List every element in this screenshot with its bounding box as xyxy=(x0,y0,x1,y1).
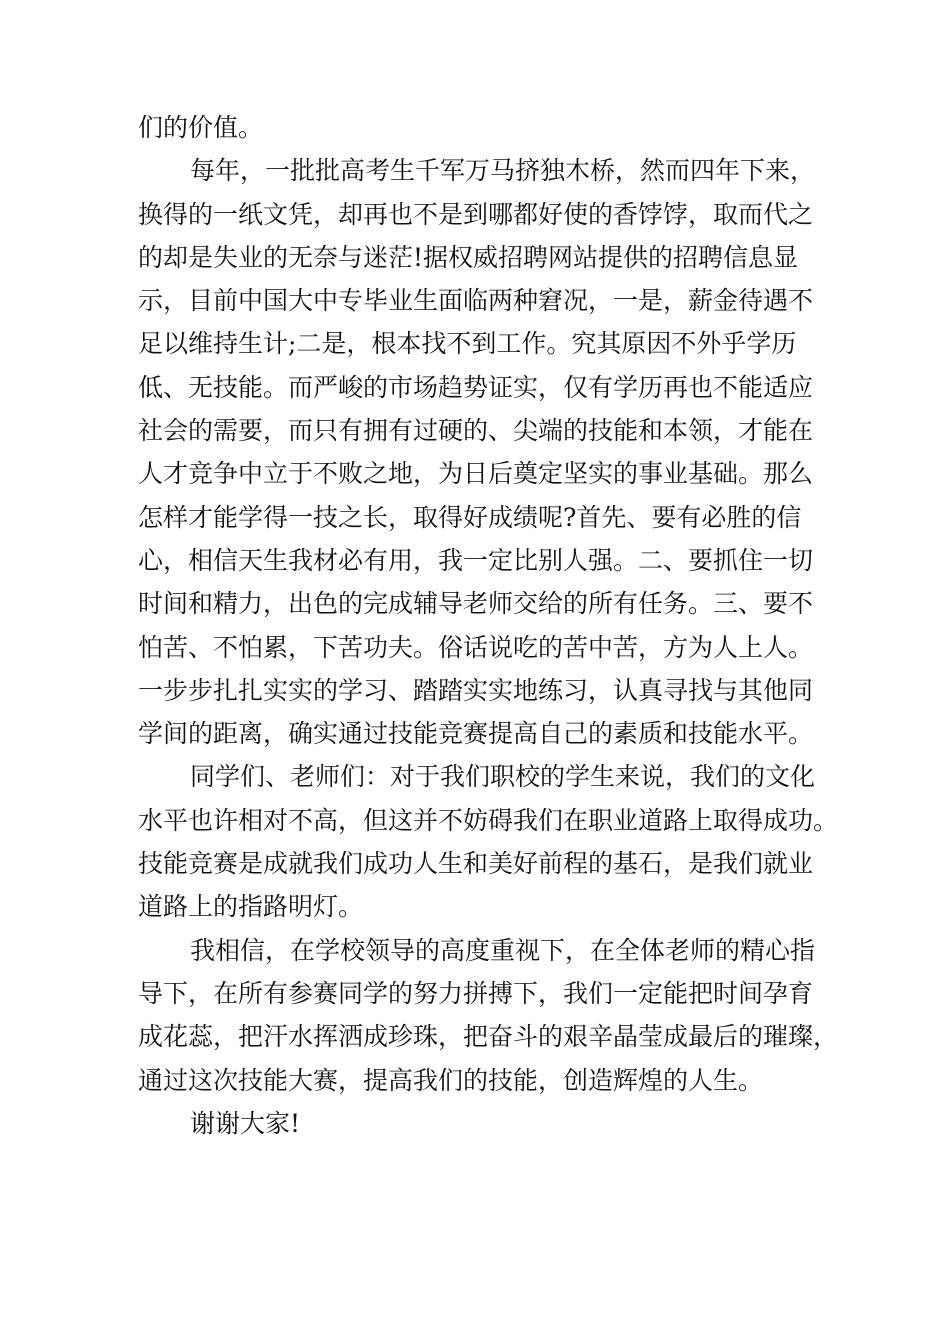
closing-line: 谢谢大家! xyxy=(190,1108,301,1138)
text-line: 学间的距离，确实通过技能竞赛提高自己的素质和技能水平。 xyxy=(138,719,814,749)
paragraph-first-line: 每年，一批批高考生千军万马挤独木桥，然而四年下来， xyxy=(190,156,816,186)
paragraph-first-line: 同学们、老师们：对于我们职校的学生来说，我们的文化 xyxy=(190,762,816,792)
text-line: 的却是失业的无奈与迷茫!据权威招聘网站提供的招聘信息显 xyxy=(138,242,799,272)
text-line: 换得的一纸文凭，却再也不是到哪都好使的香饽饽，取而代之 xyxy=(138,199,814,229)
text-line: 时间和精力，出色的完成辅导老师交给的所有任务。三、要不 xyxy=(138,589,814,619)
text-line: 低、无技能。而严峻的市场趋势证实，仅有学历再也不能适应 xyxy=(138,372,814,402)
text-line: 怎样才能学得一技之长，取得好成绩呢?首先、要有必胜的信 xyxy=(138,502,802,532)
text-line: 示，目前中国大中专毕业生面临两种窘况，一是，薪金待遇不 xyxy=(138,286,814,316)
text-line: 道路上的指路明灯。 xyxy=(138,892,364,922)
text-line: 们的价值。 xyxy=(138,113,264,142)
text-line: 人才竞争中立于不败之地，为日后奠定坚实的事业基础。那么 xyxy=(138,459,814,489)
text-line: 水平也许相对不高，但这并不妨碍我们在职业道路上取得成功。 xyxy=(138,805,839,835)
text-line: 一步步扎扎实实的学习、踏踏实实地练习，认真寻找与其他同 xyxy=(138,675,814,705)
document-body xyxy=(138,106,838,1145)
paragraph-first-line: 我相信，在学校领导的高度重视下，在全体老师的精心指 xyxy=(190,935,816,965)
text-line: 社会的需要，而只有拥有过硬的、尖端的技能和本领，才能在 xyxy=(138,416,814,446)
text-line: 成花蕊，把汗水挥洒成珍珠，把奋斗的艰辛晶莹成最后的璀璨， xyxy=(138,1022,839,1052)
text-line: 怕苦、不怕累，下苦功夫。俗话说吃的苦中苦，方为人上人。 xyxy=(138,632,814,662)
text-line: 心，相信天生我材必有用，我一定比别人强。二、要抓住一切 xyxy=(138,545,814,575)
text-line: 导下，在所有参赛同学的努力拼搏下，我们一定能把时间孕育 xyxy=(138,978,814,1008)
text-line: 通过这次技能大赛，提高我们的技能，创造辉煌的人生。 xyxy=(138,1065,764,1095)
text-line: 足以维持生计;二是，根本找不到工作。究其原因不外乎学历 xyxy=(138,329,797,359)
text-line: 技能竞赛是成就我们成功人生和美好前程的基石，是我们就业 xyxy=(138,849,814,879)
